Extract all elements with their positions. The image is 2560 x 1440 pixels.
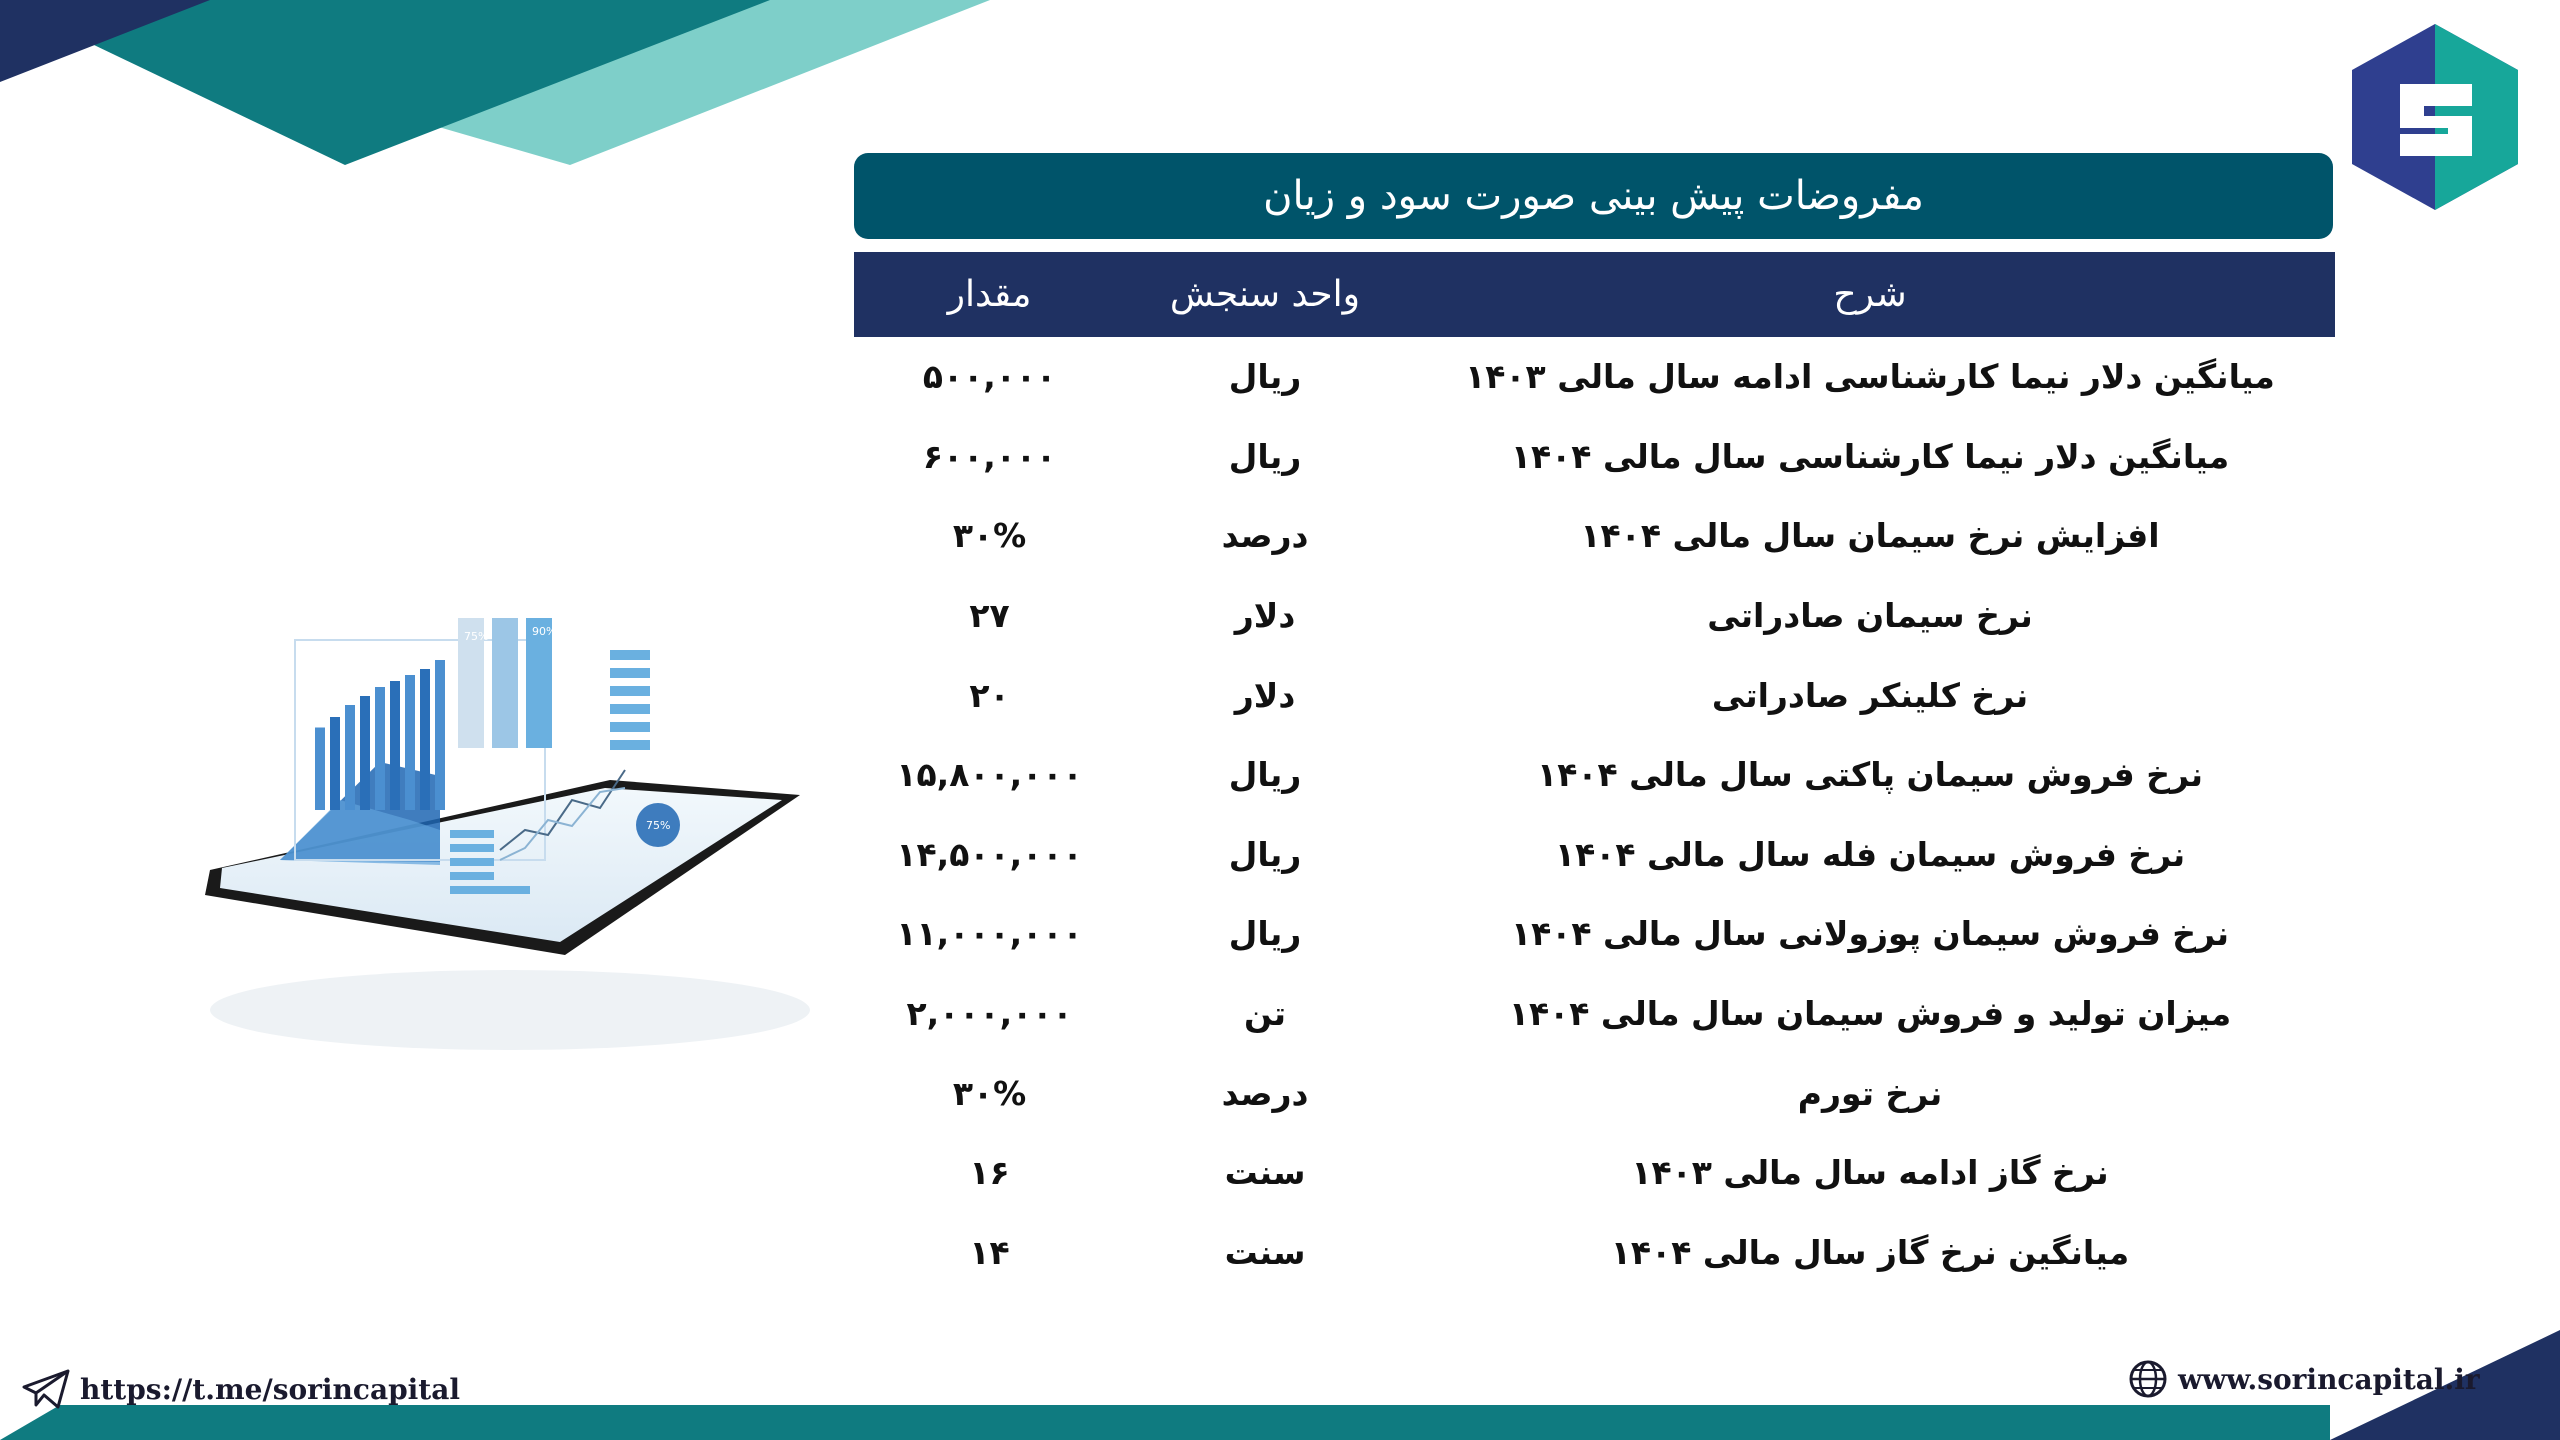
telegram-link-text: https://t.me/sorincapital	[80, 1372, 461, 1406]
row-unit: ریال	[1228, 436, 1302, 476]
row-unit: دلار	[1234, 675, 1296, 715]
row-description: نرخ فروش سیمان پوزولانی سال مالی ۱۴۰۴	[1510, 914, 2230, 954]
row-unit: دلار	[1234, 596, 1296, 636]
website-link-text: www.sorincapital.ir	[2178, 1362, 2480, 1396]
table-row	[854, 1213, 2335, 1293]
table-row	[854, 894, 2335, 974]
illustration-bars	[315, 660, 445, 810]
row-value: ۱۱,۰۰۰,۰۰۰	[896, 914, 1083, 954]
row-unit: تن	[1243, 994, 1287, 1034]
row-description: میانگین دلار نیما کارشناسی ادامه سال مالی ۱۴۰۳	[1465, 357, 2275, 397]
row-value: ۱۴,۵۰۰,۰۰۰	[896, 834, 1083, 874]
row-unit: ریال	[1228, 914, 1302, 954]
table-row	[854, 417, 2335, 497]
table-row	[854, 576, 2335, 656]
row-value: ۳۰%	[952, 516, 1027, 556]
illustration-bar	[390, 681, 400, 810]
row-unit: ریال	[1228, 834, 1302, 874]
table-body	[854, 337, 2335, 1292]
table-row	[854, 1053, 2335, 1133]
table-row	[854, 1133, 2335, 1213]
header-value: مقدار	[947, 274, 1032, 315]
company-logo	[2352, 24, 2518, 210]
row-value: ۲۰	[969, 675, 1010, 715]
row-value: ۲,۰۰۰,۰۰۰	[906, 994, 1073, 1034]
row-value: ۱۴	[969, 1232, 1010, 1272]
row-unit: سنت	[1224, 1232, 1306, 1272]
row-description: میانگین دلار نیما کارشناسی سال مالی ۱۴۰۴	[1510, 436, 2230, 476]
row-value: ۲۷	[969, 596, 1010, 636]
illustration-bar	[375, 687, 385, 810]
row-description: میانگین نرخ گاز سال مالی ۱۴۰۴	[1610, 1232, 2130, 1272]
row-value: ۱۶	[969, 1153, 1010, 1193]
row-description: نرخ فروش سیمان پاکتی سال مالی ۱۴۰۴	[1537, 755, 2203, 795]
globe-icon	[2128, 1359, 2168, 1399]
row-description: میزان تولید و فروش سیمان سال مالی ۱۴۰۴	[1508, 994, 2232, 1034]
row-description: افزایش نرخ سیمان سال مالی ۱۴۰۴	[1580, 516, 2160, 556]
illustration-bar	[360, 696, 370, 810]
badge-label-1: 75%	[464, 630, 489, 643]
table-row	[854, 815, 2335, 895]
header-description: شرح	[1833, 274, 1907, 315]
table-row	[854, 974, 2335, 1054]
table-row	[854, 655, 2335, 735]
badge-label-2: 90%	[532, 625, 557, 638]
row-unit: درصد	[1221, 1073, 1309, 1113]
website-link[interactable]	[2128, 1354, 2480, 1404]
row-value: ۵۰۰,۰۰۰	[922, 357, 1057, 397]
header-unit: واحد سنجش	[1169, 274, 1361, 315]
row-unit: درصد	[1221, 516, 1309, 556]
assumptions-table	[854, 252, 2335, 1292]
table-row	[854, 496, 2335, 576]
badge-label-3: 75%	[646, 819, 671, 832]
illustration-bar	[345, 705, 355, 810]
row-description: نرخ تورم	[1797, 1073, 1943, 1113]
table-row	[854, 337, 2335, 417]
row-value: ۶۰۰,۰۰۰	[922, 436, 1057, 476]
illustration-bar	[405, 675, 415, 810]
row-unit: ریال	[1228, 755, 1302, 795]
row-description: نرخ سیمان صادراتی	[1707, 596, 2033, 636]
illustration-bar	[315, 728, 325, 811]
illustration-bar	[330, 717, 340, 810]
row-unit: ریال	[1228, 357, 1302, 397]
row-description: نرخ کلینکر صادراتی	[1711, 675, 2029, 715]
illustration-bar	[435, 660, 445, 810]
tablet-dashboard-illustration	[180, 530, 820, 1090]
paper-plane-icon	[22, 1369, 70, 1409]
illustration-bar	[420, 669, 430, 810]
row-unit: سنت	[1224, 1153, 1306, 1193]
telegram-link[interactable]	[22, 1364, 460, 1414]
slide-title	[854, 153, 2333, 239]
table-header	[854, 252, 2335, 337]
table-row	[854, 735, 2335, 815]
row-value: ۳۰%	[952, 1073, 1027, 1113]
slide-title-text: مفروضات پیش بینی صورت سود و زیان	[1263, 173, 1924, 219]
row-value: ۱۵,۸۰۰,۰۰۰	[896, 755, 1083, 795]
row-description: نرخ فروش سیمان فله سال مالی ۱۴۰۴	[1554, 834, 2186, 874]
row-description: نرخ گاز ادامه سال مالی ۱۴۰۳	[1631, 1153, 2109, 1193]
